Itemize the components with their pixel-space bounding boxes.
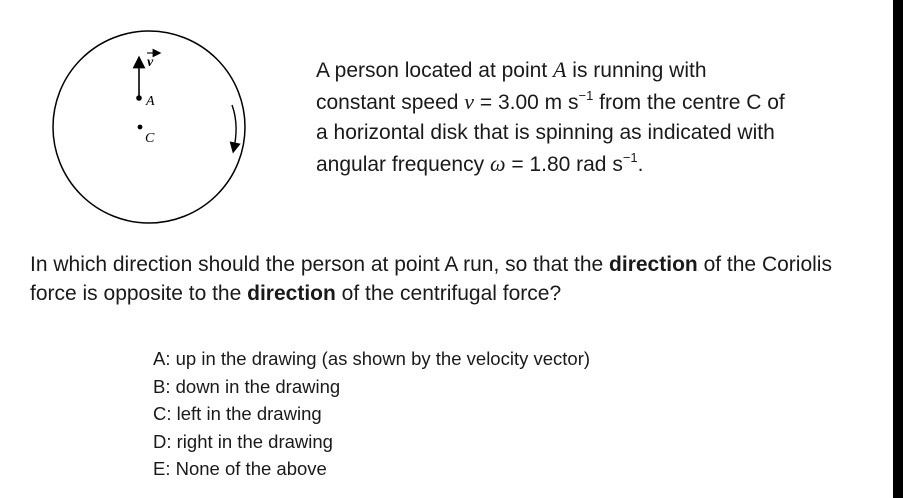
option-b: B: down in the drawing — [153, 375, 341, 397]
answer-options — [153, 345, 753, 483]
rotation-arrow — [232, 105, 236, 148]
option-e: E: None of the above — [153, 458, 327, 479]
point-a-label: A — [146, 94, 155, 109]
center-dot — [138, 125, 143, 130]
velocity-label: v — [147, 55, 154, 70]
point-a-dot — [136, 95, 142, 101]
disk-diagram — [0, 0, 260, 230]
problem-statement — [316, 55, 876, 180]
statement-line-1: A person located at point A is running with — [316, 57, 707, 82]
statement-line-2: constant speed v = 3.00 m $s^{-1}$ from the centre C of — [316, 87, 785, 114]
option-a: A: up in the drawing (as shown by the velocity vector) — [153, 348, 591, 369]
option-d: D: right in the drawing — [153, 430, 333, 452]
statement-line-3: a horizontal disk that is spinning as indicated with — [316, 121, 775, 144]
center-label: C — [145, 131, 155, 146]
statement-line-4: angular frequency ω = 1.80 rad $s^{-1}$. — [316, 149, 644, 176]
option-c: C: left in the drawing — [153, 403, 322, 424]
question-text: In which direction should the person at point A run, so that the direction of the Coriolis force is opposite to the direction of the centrifugal force? — [30, 253, 832, 305]
right-edge-bar — [893, 0, 903, 498]
